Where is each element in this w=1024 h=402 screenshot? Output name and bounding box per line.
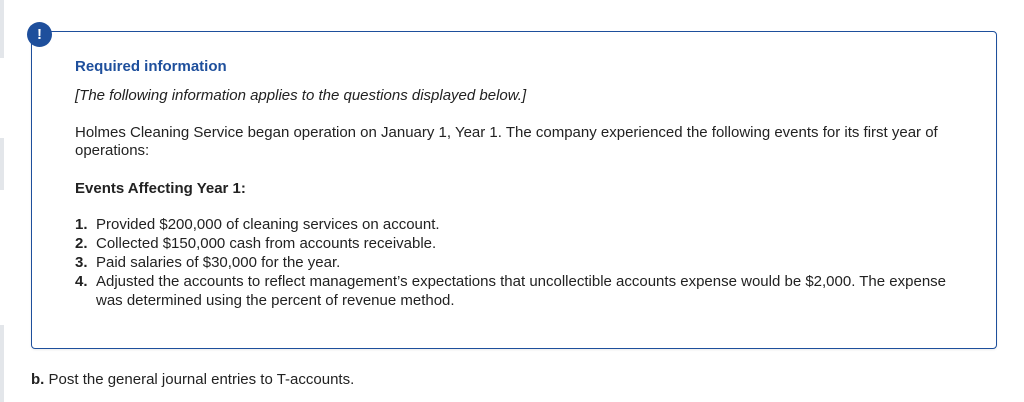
event-number: 4. <box>75 273 88 290</box>
required-information-panel <box>31 31 997 349</box>
event-text: Provided $200,000 of cleaning services on account. <box>96 216 440 233</box>
question-prompt <box>31 371 354 388</box>
required-information-heading: Required information <box>75 58 227 75</box>
company-description: Holmes Cleaning Service began operation on January 1, Year 1. The company experienced the following events for its first year of operations: <box>75 124 938 159</box>
exclamation-icon: ! <box>27 22 52 47</box>
event-item <box>75 253 975 272</box>
event-number: 2. <box>75 235 88 252</box>
question-part-label: b. <box>31 371 45 388</box>
event-text: Collected $150,000 cash from accounts receivable. <box>96 235 437 252</box>
event-number: 1. <box>75 216 88 233</box>
event-item <box>75 234 975 253</box>
event-number: 3. <box>75 254 88 271</box>
events-list <box>75 215 975 310</box>
left-edge-rule <box>0 138 4 190</box>
event-text: Adjusted the accounts to reflect management’s expectations that uncollectible accounts expense would be $2,000. The expense was determined using the percent of revenue method. <box>96 273 946 309</box>
events-heading: Events Affecting Year 1: <box>75 180 246 197</box>
event-text: Paid salaries of $30,000 for the year. <box>96 254 341 271</box>
event-item <box>75 215 975 234</box>
applies-to-note: [The following information applies to the questions displayed below.] <box>75 87 527 104</box>
event-item <box>75 272 975 310</box>
question-text: Post the general journal entries to T-accounts. <box>48 371 355 388</box>
left-edge-rule <box>0 325 4 402</box>
left-edge-rule <box>0 0 4 58</box>
